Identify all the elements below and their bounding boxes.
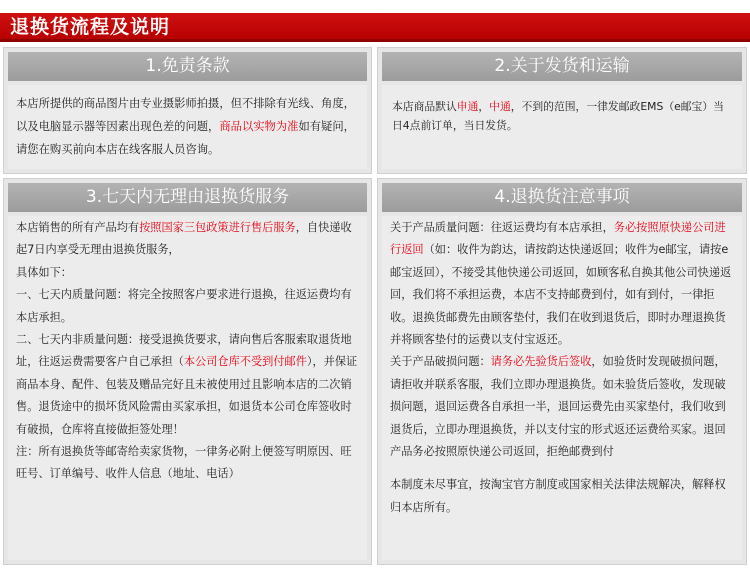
carrier-zto: 中通 — [489, 100, 511, 113]
return-quality-issue: 一、七天内质量问题：将完全按照客户要求进行退换，往返运费均有本店承担。 — [16, 288, 352, 324]
no-cod-highlight: 本公司仓库不受到付邮件 — [183, 355, 307, 369]
shipping-body — [382, 85, 742, 169]
return-note: 注：所有退换货等邮寄给卖家货物，一律务必附上便签写明原因、旺旺号、订单编号、收件人信息（地址、电话） — [16, 445, 352, 481]
carrier-sto: 申通 — [456, 100, 479, 113]
disclaimer-body — [8, 85, 367, 169]
seven-day-return-panel — [3, 178, 372, 565]
return-intro-a: 本店销售的所有产品均有 — [16, 221, 140, 234]
return-intro-c: ，自快递收起7日内享受无理由退换货服务， — [16, 221, 352, 257]
return-notes-header: 4.退换货注意事项 — [382, 183, 742, 212]
disclaimer-text — [16, 92, 359, 161]
inspect-before-sign-highlight: 请务必先验货后签收 — [490, 355, 592, 369]
disclaimer-text-c: 如有疑问，请您在购买前向本店在线客服人员咨询。 — [16, 120, 355, 156]
paragraph-gap — [390, 463, 734, 474]
quality-problem-text — [390, 217, 734, 351]
return-policy-highlight: 按照国家三包政策进行售后服务 — [139, 221, 296, 234]
seven-day-return-body — [8, 216, 367, 560]
original-courier-highlight: 务必按照原快递公司进行返回 — [390, 221, 726, 257]
shipping-text — [392, 97, 734, 135]
seven-day-return-header: 3.七天内无理由退换货服务 — [8, 183, 367, 212]
quality-problem-a: 关于产品质量问题：往返运费均有本店承担， — [390, 221, 614, 234]
shipping-header: 2.关于发货和运输 — [382, 52, 742, 81]
shipping-comma: ， — [478, 100, 490, 113]
damage-problem-text — [390, 351, 734, 463]
page-banner — [0, 13, 750, 42]
shipping-text-e: ，不到的范围，一律发邮政EMS（e邮宝）当日4点前订单，当日发货。 — [392, 100, 724, 132]
return-non-quality-issue — [16, 329, 359, 441]
return-intro — [16, 217, 359, 262]
quality-problem-c: （如：收件为韵达，请按韵达快递返回；收件为e邮宝，请按e邮宝返回），不接受其他快递公司返回，如顾客私自换其他公司快递返回，我们将不承担运费，本店不支持邮费到付，如有到付，一律拒收。退换货邮费先由顾客垫付，我们在收到退货后，即时办理退换货并将顾客垫付的运费以支付宝返还。 — [390, 243, 732, 347]
return-non-quality-a: 二、七天内非质量问题：接受退换货要求，请向售后客服索取退货地址，往返运费需要客户自己承担（ — [16, 333, 352, 369]
disclaimer-text-a: 本店所提供的商品图片由专业摄影师拍摄，但不排除有光线、角度，以及电脑显示器等因素出现色差的问题， — [16, 97, 355, 133]
policy-footnote: 本制度未尽事宜，按淘宝官方制度或国家相关法律法规解决，解释权归本店所有。 — [390, 478, 726, 514]
disclaimer-highlight: 商品以实物为准 — [219, 120, 299, 133]
return-notes-panel — [377, 178, 747, 565]
disclaimer-header: 1.免责条款 — [8, 52, 367, 81]
damage-problem-c: ，如验货时发现破损问题，请拒收并联系客服，我们立即办理退换货。如未验货后签收，发现破损问题，退回运费各自承担一半，退回运费先由买家垫付，我们收到退货后，立即办理退换货，并以支付宝的形式返还运费给买家。退回产品务必按照原快递公司返回，拒绝邮费到付 — [390, 355, 726, 459]
return-details-label: 具体如下： — [16, 265, 72, 279]
shipping-panel — [377, 47, 747, 174]
page-title: 退换货流程及说明 — [10, 16, 171, 38]
damage-problem-a: 关于产品破损问题： — [390, 355, 491, 369]
disclaimer-panel — [3, 47, 372, 174]
return-non-quality-c: ），并保证商品本身、配件、包装及赠品完好且未被使用过且影响本店的二次销售。退货途中的损坏货风险需由买家承担，如退货本公司仓库签收时有破损，仓库将直接做拒签处理！ — [16, 355, 358, 436]
shipping-text-a: 本店商品默认 — [392, 100, 457, 113]
return-notes-body — [382, 216, 742, 560]
